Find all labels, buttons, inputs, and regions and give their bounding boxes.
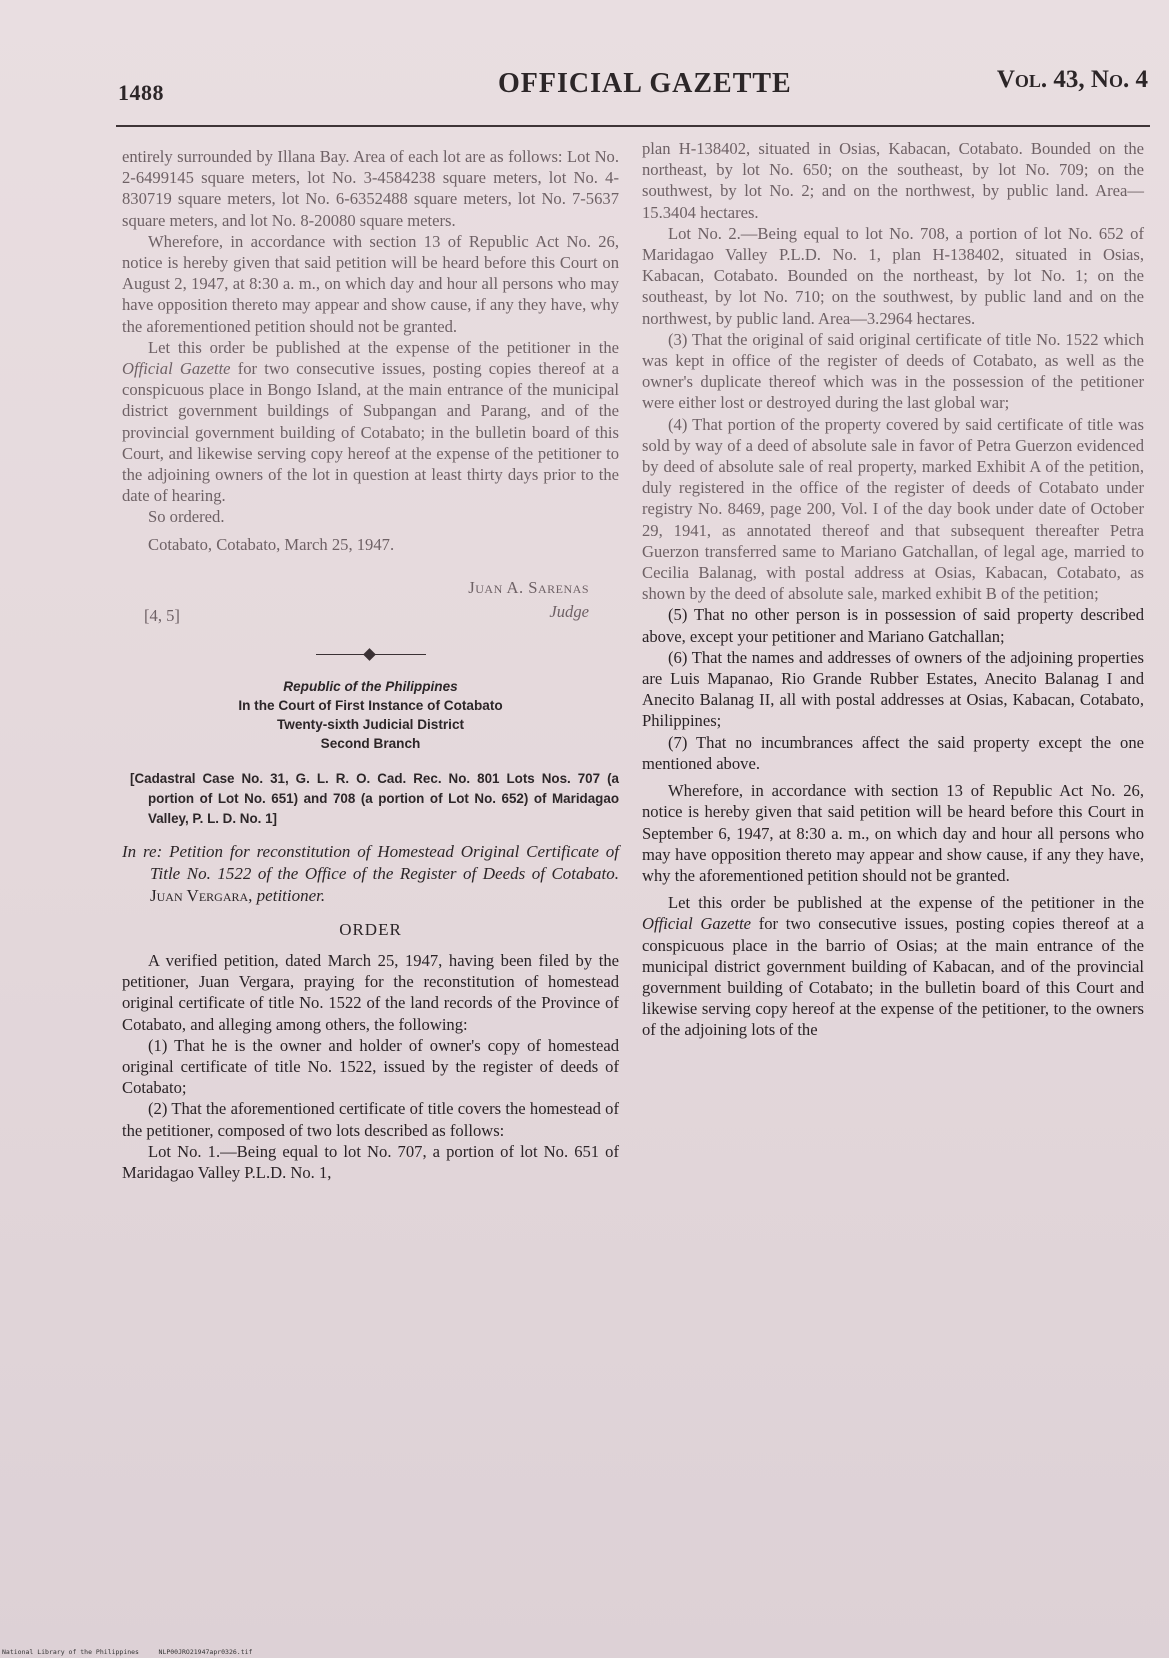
signature-block bbox=[122, 577, 619, 647]
paragraph: (7) That no incumbrances affect the said property except the one mentioned above. bbox=[642, 732, 1144, 773]
paragraph: A verified petition, dated March 25, 1947, having been filed by the petitioner, Juan Vergara, praying for the reconstitution of homestead original certificate of title No. 1522 of the land records of the Province of Cotabato, and alleging among others, the following: bbox=[122, 951, 619, 1034]
caption-line: In the Court of First Instance of Cotabato bbox=[238, 697, 503, 713]
clear-section bbox=[642, 604, 1144, 1040]
petitioner-name: Juan Vergara bbox=[150, 885, 249, 905]
paragraph: Lot No. 2.—Being equal to lot No. 708, a portion of lot No. 652 of Maridagao Valley P.L.D. No. 1, plan H-138402, situated in Osias, Kabacan, Cotabato. Bounded on the northeast, by lot No. 1; on the southeast, by lot No. 710; on the southwest, by public land and on the northwest, by public land. Area—3.2964 hectares. bbox=[642, 223, 1144, 328]
paragraph: (3) That the original of said original certificate of title No. 1522 which was kept in office of the register of deeds of Cotabato, as well as the owner's duplicate thereof which was in the possession of the petitioner were either lost or destroyed during the last global war; bbox=[642, 329, 1144, 413]
judge-title: Judge bbox=[549, 601, 589, 621]
court-caption bbox=[122, 677, 619, 753]
paragraph: Lot No. 1.—Being equal to lot No. 707, a portion of lot No. 651 of Maridagao Valley P.L.D. No. 1, bbox=[122, 1141, 619, 1183]
volume-number: Vol. 43, No. 4 bbox=[996, 66, 1148, 93]
right-column bbox=[642, 138, 1144, 1041]
text-run: Let this order be published at the expense of the petitioner in the bbox=[148, 337, 619, 357]
place-date: Cotabato, Cotabato, March 25, 1947. bbox=[148, 534, 395, 554]
section-divider bbox=[316, 647, 426, 663]
publication-name: Official Gazette bbox=[642, 914, 752, 934]
paragraph: plan H-138402, situated in Osias, Kabacan, Cotabato. Bounded on the northeast, by lot No. 650; on the southeast, by lot No. 709; on the southwest, by lot No. 2; and on the northwest, by public land. Area—15.3404 hectares. bbox=[642, 139, 1144, 222]
caption-line: Republic of the Philippines bbox=[283, 678, 458, 694]
paragraph bbox=[122, 337, 619, 507]
left-column bbox=[122, 146, 619, 1183]
paragraph: (6) That the names and addresses of owners of the adjoining properties are Luis Mapanao, Rio Grande Rubber Estates, Anecito Balanag I and Anecito Balanag II, all with postal addresses at Osias, Kabacan, Cotabato, Philippines; bbox=[642, 647, 1144, 731]
paragraph: (2) That the aforementioned certificate of title covers the homestead of the petitioner, composed of two lots described as follows: bbox=[122, 1099, 619, 1140]
caption-line: Second Branch bbox=[320, 735, 421, 751]
issue-reference: [4, 5] bbox=[144, 605, 180, 625]
publication-name: Official Gazette bbox=[122, 359, 231, 379]
in-re-title bbox=[122, 841, 619, 907]
paragraph: Wherefore, in accordance with section 13 of Republic Act No. 26, notice is hereby given that said petition will be heard before this Court in September 6, 1947, at 8:30 a. m., on which day and hour all persons who may have opposition thereto may appear and show cause, if any they have, why the aforementioned petition should not be granted. bbox=[642, 781, 1144, 885]
paragraph: entirely surrounded by Illana Bay. Area of each lot are as follows: Lot No. 2-6499145 square meters, lot No. 3-4584238 square meters, lot No. 4-830719 square meters, lot No. 6-6352488 square meters, lot No. 7-5637 square meters, and lot No. 8-20080 square meters. bbox=[122, 147, 619, 230]
page-number: 1488 bbox=[118, 80, 164, 105]
caption-line: Twenty-sixth Judicial District bbox=[276, 716, 465, 732]
page-header bbox=[118, 62, 1148, 112]
paragraph: (4) That portion of the property covered by said certificate of title was sold by way of a deed of absolute sale in favor of Petra Guerzon evidenced by deed of absolute sale of real property, marked Exhibit A of the petition, duly registered in the office of the register of deeds of Cotabato under registry No. 8469, page 200, Vol. I of the day book under date of October 29, 1941, as annotated thereof and that subsequent thereafter Petra Guerzon transferred same to Mariano Gatchallan, of legal age, married to Cecilia Balanag, with postal address at Osias, Kabacan, Cotabato, as shown by the deed of absolute sale, marked exhibit B of the petition; bbox=[642, 414, 1144, 604]
paragraph: (1) That he is the owner and holder of owner's copy of homestead original certificate of title No. 1522, issued by the register of deeds of Cotabato; bbox=[122, 1035, 619, 1098]
faded-section bbox=[642, 138, 1144, 604]
faded-section bbox=[122, 146, 619, 647]
text-run: for two consecutive issues, posting copies thereof at a conspicuous place in the barrio of Osias; at the main entrance of the municipal district government building of Kabacan, and of the provincial government building of Cotabato; in the bulletin board of this Court and likewise serving copy hereof at the expense of the petitioner, to the owners of the adjoining lots of the bbox=[642, 914, 1144, 1040]
petitioner-role: , petitioner. bbox=[248, 885, 326, 905]
in-re-text: Petition for reconstitution of Homestead Original Certificate of Title No. 1522 of the Office of the Register of Deeds of Cotabato. bbox=[150, 841, 619, 883]
scan-footer: National Library of the Philippines NLP00JRO21947apr0326.tif bbox=[2, 1648, 253, 1656]
publication-title: OFFICIAL GAZETTE bbox=[498, 68, 792, 99]
so-ordered: So ordered. bbox=[148, 507, 225, 527]
case-number: [Cadastral Case No. 31, G. L. R. O. Cad. Rec. No. 801 Lots Nos. 707 (a portion of Lot No. 651) and 708 (a portion of Lot No. 652) of Maridagao Valley, P. L. D. No. 1] bbox=[130, 770, 619, 826]
divider-ornament bbox=[363, 648, 376, 661]
text-run: for two consecutive issues, posting copies thereof at a conspicuous place in Bongo Island, at the main entrance of the municipal district government buildings of Subpangan and Parang, and of the provincial government building of Cotabato; in the bulletin board of this Court, and likewise serving copy hereof at the expense of the petitioner to the adjoining owners of the lot in question at least thirty days prior to the date of hearing. bbox=[122, 359, 619, 506]
header-rule bbox=[116, 125, 1150, 127]
paragraph: Wherefore, in accordance with section 13 of Republic Act No. 26, notice is hereby given that said petition will be heard before this Court on August 2, 1947, at 8:30 a. m., on which day and hour all persons who may have opposition thereto may appear and show cause, if any they have, why the aforementioned petition should not be granted. bbox=[122, 231, 619, 336]
order-heading: ORDER bbox=[339, 919, 402, 939]
judge-name: Juan A. Sarenas bbox=[468, 577, 589, 597]
text-run: Let this order be published at the expense of the petitioner in the bbox=[668, 893, 1144, 913]
order-body bbox=[122, 950, 619, 1183]
in-re-label: In re: bbox=[122, 841, 163, 861]
paragraph: (5) That no other person is in possession of said property described above, except your petitioner and Mariano Gatchallan; bbox=[642, 605, 1144, 646]
paragraph bbox=[642, 892, 1144, 1040]
